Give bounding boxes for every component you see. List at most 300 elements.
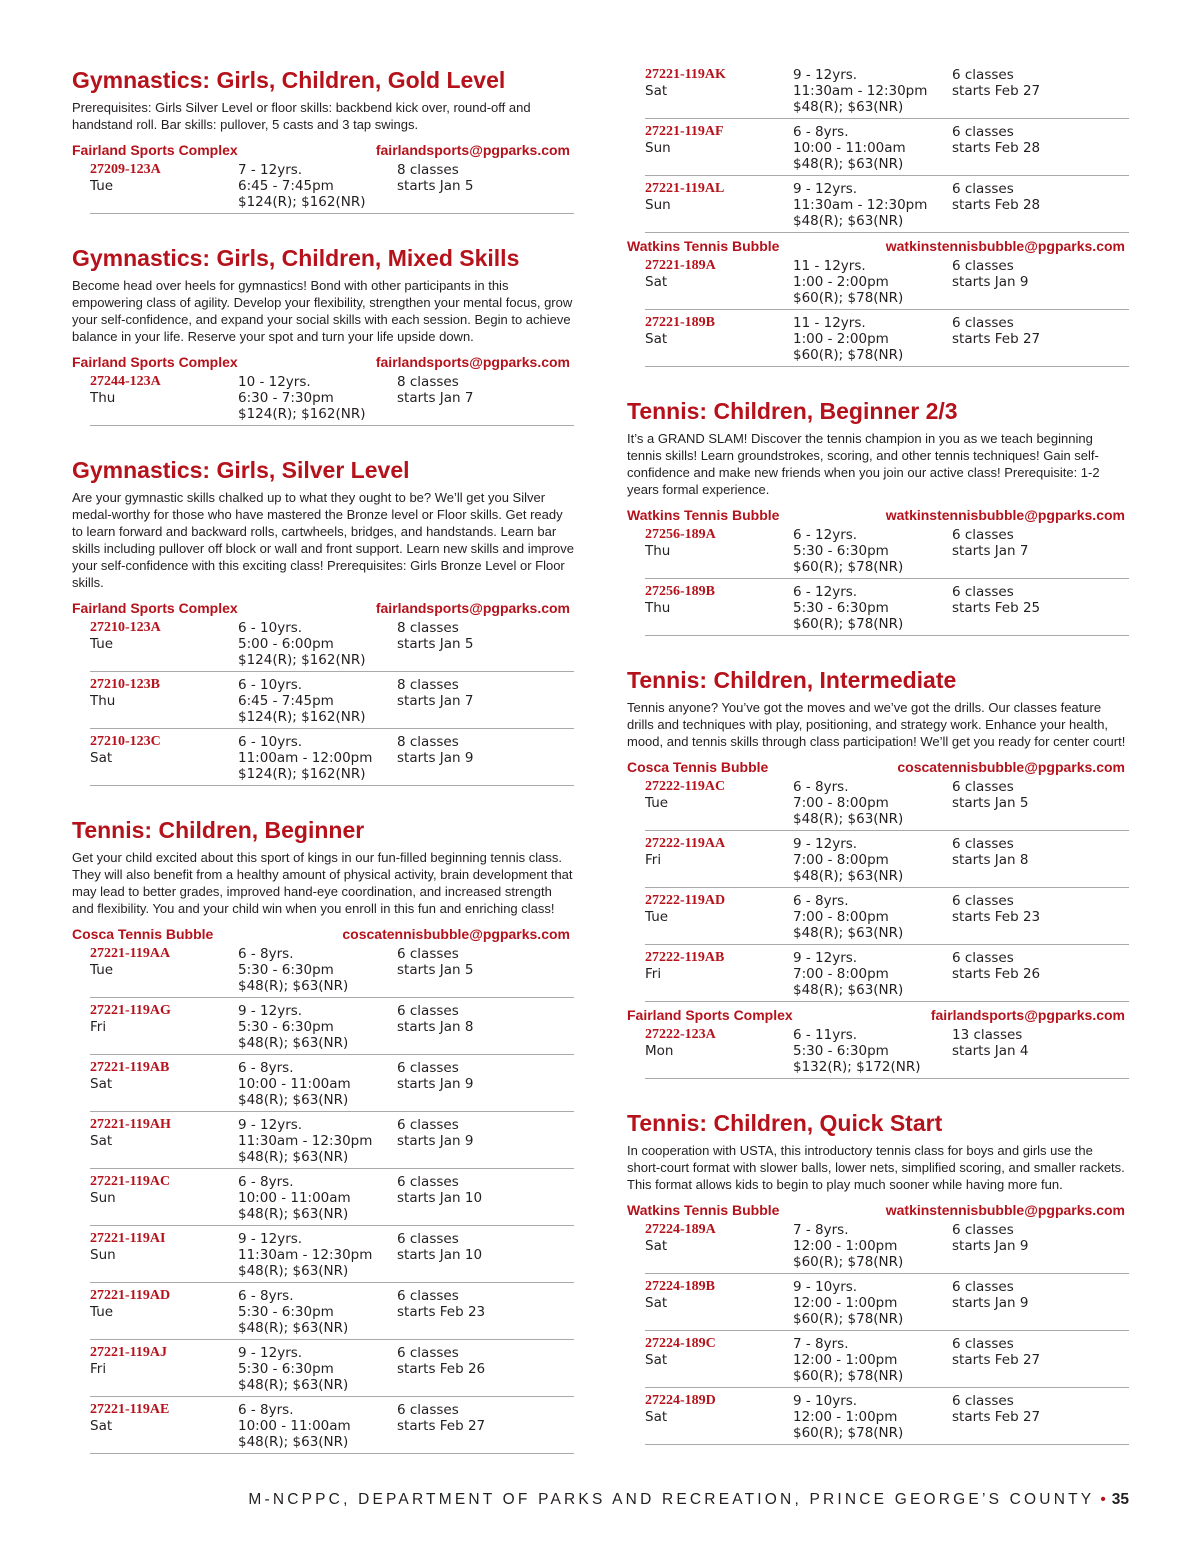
class-id-cell: [645, 779, 793, 827]
venue-name: Fairland Sports Complex: [72, 600, 238, 616]
class-schedule-cell: [952, 1336, 1129, 1384]
class-ages: 6 - 10yrs.: [238, 734, 303, 750]
class-time: 11:30am - 12:30pm: [793, 197, 928, 213]
footer-org: M-NCPPC, DEPARTMENT OF PARKS AND RECREATION, PRINCE GEORGE’S COUNTY: [248, 1491, 1095, 1508]
class-code: 27222-119AA: [645, 836, 726, 851]
class-fee: $60(R); $78(NR): [793, 1311, 904, 1327]
class-code: 27244-123A: [90, 374, 161, 389]
class-start: starts Feb 23: [397, 1304, 486, 1320]
class-row: [645, 257, 1129, 310]
class-details-cell: [238, 1345, 397, 1393]
class-details-cell: [793, 181, 952, 229]
class-start: starts Feb 27: [952, 331, 1041, 347]
class-ages: 6 - 12yrs.: [793, 527, 858, 543]
venue-name: Cosca Tennis Bubble: [72, 926, 214, 942]
venue-name: Watkins Tennis Bubble: [627, 238, 780, 254]
class-fee: $48(R); $63(NR): [793, 811, 904, 827]
class-details-cell: [793, 315, 952, 363]
class-time: 5:00 - 6:00pm: [238, 636, 334, 652]
class-fee: $132(R); $172(NR): [793, 1059, 921, 1075]
class-time: 10:00 - 11:00am: [793, 140, 906, 156]
class-details-cell: [238, 374, 397, 422]
class-schedule-cell: [397, 1402, 574, 1450]
venue-name: Fairland Sports Complex: [72, 354, 238, 370]
venue-header: [72, 925, 574, 943]
class-row: [645, 835, 1129, 888]
class-schedule-cell: [397, 1288, 574, 1336]
class-day: Thu: [645, 543, 671, 559]
class-day: Sun: [90, 1247, 116, 1263]
class-ages: 9 - 10yrs.: [793, 1393, 858, 1409]
class-count: 6 classes: [952, 1279, 1014, 1295]
class-code: 27221-119AA: [90, 946, 171, 961]
class-id-cell: [645, 181, 793, 229]
class-time: 5:30 - 6:30pm: [238, 1019, 334, 1035]
class-day: Sat: [645, 331, 668, 347]
class-code: 27221-119AF: [645, 124, 724, 139]
class-details-cell: [238, 1231, 397, 1279]
class-count: 8 classes: [397, 620, 459, 636]
class-start: starts Jan 7: [952, 543, 1029, 559]
class-code: 27210-123A: [90, 620, 161, 635]
class-count: 6 classes: [952, 836, 1014, 852]
class-row: [645, 180, 1129, 233]
class-fee: $48(R); $63(NR): [238, 1263, 349, 1279]
class-start: starts Feb 26: [397, 1361, 486, 1377]
class-ages: 9 - 12yrs.: [793, 950, 858, 966]
section-description: Are your gymnastic skills chalked up to what they ought to be? We’ll get you Silver medal-worthy for those who have mastered the Bronze level or Floor skills. Get ready to learn forward and backward rolls, cartwheels, bridges, and handstands. Learn bar skills including pullover off block or wall and front support. Learn new skills and improve your self-confidence with this exciting class! Prerequisites: Girls Bronze Level or Floor skills.: [72, 490, 574, 590]
class-schedule-cell: [952, 1027, 1129, 1075]
class-details-cell: [238, 677, 397, 725]
class-schedule-cell: [952, 836, 1129, 884]
class-start: starts Feb 27: [397, 1418, 486, 1434]
class-row: [645, 1278, 1129, 1331]
class-row: [645, 66, 1129, 119]
section-description: Prerequisites: Girls Silver Level or floor skills: backbend kick over, round-off and handstand roll. Bar skills: pullover, 5 casts and 3 tap swings.: [72, 100, 531, 132]
class-time: 10:00 - 11:00am: [238, 1418, 351, 1434]
class-row: [90, 373, 574, 426]
class-code: 27221-189B: [645, 315, 715, 330]
class-ages: 9 - 12yrs.: [238, 1003, 303, 1019]
section-description: In cooperation with USTA, this introductory tennis class for boys and girls use the short-court format with slower balls, lower nets, simplified scoring, and smaller rackets. This format allows kids to begin to play much sooner while having more fun.: [627, 1143, 1125, 1192]
class-start: starts Feb 27: [952, 1352, 1041, 1368]
class-details-cell: [238, 734, 397, 782]
venue-email-link[interactable]: coscatennisbubble@pgparks.com: [342, 926, 570, 942]
class-id-cell: [645, 527, 793, 575]
class-schedule-cell: [952, 1222, 1129, 1270]
class-code: 27209-123A: [90, 162, 161, 177]
class-time: 12:00 - 1:00pm: [793, 1238, 898, 1254]
class-day: Mon: [645, 1043, 674, 1059]
class-details-cell: [793, 836, 952, 884]
venue-header: [72, 599, 574, 617]
class-id-cell: [645, 584, 793, 632]
class-code: 27224-189C: [645, 1336, 716, 1351]
class-code: 27222-119AD: [645, 893, 726, 908]
class-day: Sun: [645, 197, 671, 213]
venue-header: [72, 141, 574, 159]
class-day: Sat: [645, 1238, 668, 1254]
venue-header: [627, 237, 1129, 255]
class-day: Sat: [645, 1295, 668, 1311]
class-count: 6 classes: [397, 1060, 459, 1076]
class-code: 27221-119AE: [90, 1402, 170, 1417]
class-row: [645, 1335, 1129, 1388]
class-code: 27222-119AC: [645, 779, 726, 794]
venue-email-link[interactable]: fairlandsports@pgparks.com: [930, 1007, 1125, 1023]
class-time: 12:00 - 1:00pm: [793, 1295, 898, 1311]
class-ages: 9 - 12yrs.: [793, 836, 858, 852]
class-schedule-cell: [397, 1231, 574, 1279]
class-schedule-cell: [952, 527, 1129, 575]
class-schedule-cell: [397, 946, 574, 994]
class-schedule-cell: [952, 258, 1129, 306]
venue-name: Cosca Tennis Bubble: [627, 759, 769, 775]
venue-header: [627, 1006, 1129, 1024]
venue-email-link[interactable]: watkinstennisbubble@pgparks.com: [885, 238, 1125, 254]
page-number: 35: [1111, 1491, 1129, 1508]
class-row: [645, 892, 1129, 945]
class-start: starts Jan 9: [397, 1076, 474, 1092]
class-start: starts Feb 27: [952, 83, 1041, 99]
class-start: starts Jan 5: [397, 962, 474, 978]
class-fee: $48(R); $63(NR): [793, 868, 904, 884]
venue-name: Fairland Sports Complex: [627, 1007, 793, 1023]
class-day: Tue: [645, 909, 669, 925]
class-start: starts Feb 28: [952, 197, 1041, 213]
class-count: 6 classes: [952, 1336, 1014, 1352]
class-schedule-cell: [952, 950, 1129, 998]
class-ages: 6 - 8yrs.: [238, 1060, 294, 1076]
class-start: starts Jan 5: [397, 636, 474, 652]
class-row: [90, 161, 574, 214]
class-time: 5:30 - 6:30pm: [238, 962, 334, 978]
class-time: 11:30am - 12:30pm: [238, 1247, 373, 1263]
class-start: starts Jan 10: [397, 1190, 483, 1206]
section-spacer: [72, 430, 574, 456]
class-row: [645, 314, 1129, 367]
class-schedule-cell: [952, 315, 1129, 363]
class-ages: 10 - 12yrs.: [238, 374, 311, 390]
class-schedule-cell: [397, 1060, 574, 1108]
class-code: 27224-189B: [645, 1279, 715, 1294]
section-spacer: [72, 218, 574, 244]
class-time: 7:00 - 8:00pm: [793, 852, 889, 868]
class-row: [645, 778, 1129, 831]
class-fee: $48(R); $63(NR): [793, 982, 904, 998]
venue-header: [627, 758, 1129, 776]
class-row: [90, 1116, 574, 1169]
class-ages: 11 - 12yrs.: [793, 315, 866, 331]
class-fee: $48(R); $63(NR): [238, 978, 349, 994]
class-start: starts Jan 7: [397, 390, 474, 406]
class-start: starts Jan 9: [952, 1238, 1029, 1254]
class-code: 27221-119AH: [90, 1117, 171, 1132]
class-day: Sun: [645, 140, 671, 156]
class-day: Sat: [90, 1076, 113, 1092]
class-fee: $48(R); $63(NR): [238, 1149, 349, 1165]
class-time: 5:30 - 6:30pm: [793, 600, 889, 616]
class-details-cell: [238, 946, 397, 994]
class-id-cell: [645, 836, 793, 884]
class-row: [90, 1059, 574, 1112]
class-details-cell: [793, 258, 952, 306]
class-time: 10:00 - 11:00am: [238, 1076, 351, 1092]
class-schedule-cell: [952, 584, 1129, 632]
venue-email-link[interactable]: watkinstennisbubble@pgparks.com: [885, 1202, 1125, 1218]
class-row: [645, 1392, 1129, 1445]
class-id-cell: [90, 1231, 238, 1279]
class-schedule-cell: [397, 162, 574, 210]
class-schedule-cell: [397, 734, 574, 782]
class-code: 27221-189A: [645, 258, 716, 273]
class-details-cell: [793, 1393, 952, 1441]
class-fee: $60(R); $78(NR): [793, 347, 904, 363]
class-time: 12:00 - 1:00pm: [793, 1352, 898, 1368]
class-count: 8 classes: [397, 734, 459, 750]
class-id-cell: [645, 1336, 793, 1384]
class-time: 1:00 - 2:00pm: [793, 274, 889, 290]
section-description: Get your child excited about this sport of kings in our fun-filled beginning tennis class. They will also benefit from a healthy amount of physical activity, brain development that may lead to better grades, improved hand-eye coordination, and increased strength and flexibility. You and your child win when you enroll in this fun and enriching class!: [72, 850, 573, 916]
class-day: Tue: [90, 636, 114, 652]
class-fee: $124(R); $162(NR): [238, 652, 366, 668]
class-fee: $124(R); $162(NR): [238, 709, 366, 725]
class-id-cell: [90, 677, 238, 725]
class-code: 27210-123B: [90, 677, 160, 692]
class-count: 6 classes: [397, 1231, 459, 1247]
class-id-cell: [645, 315, 793, 363]
section-description: Tennis anyone? You’ve got the moves and we’ve got the drills. Our classes feature drills and techniques with play, positioning, and strategy work. Enhance your health, mood, and tennis skills through class participation! We’ll get you ready for center court!: [627, 700, 1126, 749]
class-ages: 9 - 12yrs.: [238, 1117, 303, 1133]
class-time: 5:30 - 6:30pm: [238, 1304, 334, 1320]
class-fee: $60(R); $78(NR): [793, 1368, 904, 1384]
class-schedule-cell: [952, 1279, 1129, 1327]
class-details-cell: [238, 1402, 397, 1450]
class-start: starts Jan 5: [952, 795, 1029, 811]
class-ages: 7 - 8yrs.: [793, 1222, 849, 1238]
class-row: [645, 1221, 1129, 1274]
class-fee: $48(R); $63(NR): [238, 1434, 349, 1450]
section-title: Gymnastics: Girls, Children, Gold Level: [72, 67, 506, 93]
class-row: [645, 583, 1129, 636]
class-count: 6 classes: [952, 67, 1014, 83]
class-code: 27222-123A: [645, 1027, 716, 1042]
class-ages: 6 - 8yrs.: [793, 124, 849, 140]
class-time: 1:00 - 2:00pm: [793, 331, 889, 347]
section-title: Tennis: Children, Intermediate: [627, 667, 957, 693]
class-count: 8 classes: [397, 374, 459, 390]
class-row: [90, 1287, 574, 1340]
class-id-cell: [645, 67, 793, 115]
class-time: 7:00 - 8:00pm: [793, 909, 889, 925]
class-code: 27221-119AB: [90, 1060, 170, 1075]
class-schedule-cell: [952, 779, 1129, 827]
class-count: 6 classes: [952, 779, 1014, 795]
class-count: 6 classes: [952, 315, 1014, 331]
class-schedule-cell: [397, 374, 574, 422]
class-fee: $60(R); $78(NR): [793, 559, 904, 575]
class-schedule-cell: [397, 1174, 574, 1222]
class-fee: $48(R); $63(NR): [793, 925, 904, 941]
class-fee: $124(R); $162(NR): [238, 766, 366, 782]
class-details-cell: [238, 1060, 397, 1108]
class-start: starts Feb 25: [952, 600, 1041, 616]
venue-email-link[interactable]: fairlandsports@pgparks.com: [375, 354, 570, 370]
class-count: 6 classes: [397, 1117, 459, 1133]
class-time: 5:30 - 6:30pm: [793, 543, 889, 559]
class-details-cell: [238, 620, 397, 668]
class-id-cell: [645, 893, 793, 941]
class-count: 6 classes: [952, 584, 1014, 600]
class-time: 11:30am - 12:30pm: [238, 1133, 373, 1149]
class-start: starts Jan 10: [397, 1247, 483, 1263]
class-time: 11:30am - 12:30pm: [793, 83, 928, 99]
class-fee: $60(R); $78(NR): [793, 616, 904, 632]
venue-header: [627, 506, 1129, 524]
class-details-cell: [793, 893, 952, 941]
class-id-cell: [645, 950, 793, 998]
class-id-cell: [90, 374, 238, 422]
class-schedule-cell: [952, 893, 1129, 941]
class-day: Fri: [90, 1019, 107, 1035]
class-ages: 11 - 12yrs.: [793, 258, 866, 274]
class-ages: 6 - 8yrs.: [793, 779, 849, 795]
class-schedule-cell: [397, 677, 574, 725]
class-count: 6 classes: [952, 258, 1014, 274]
class-ages: 6 - 10yrs.: [238, 620, 303, 636]
section-title: Gymnastics: Girls, Silver Level: [72, 457, 410, 483]
class-time: 6:45 - 7:45pm: [238, 178, 334, 194]
class-id-cell: [90, 734, 238, 782]
class-details-cell: [238, 162, 397, 210]
class-day: Sat: [90, 750, 113, 766]
class-id-cell: [645, 1027, 793, 1075]
class-count: 13 classes: [952, 1027, 1023, 1043]
class-time: 7:00 - 8:00pm: [793, 966, 889, 982]
class-ages: 6 - 8yrs.: [238, 1174, 294, 1190]
class-ages: 9 - 12yrs.: [238, 1231, 303, 1247]
class-details-cell: [793, 124, 952, 172]
venue-email-link[interactable]: fairlandsports@pgparks.com: [375, 142, 570, 158]
class-details-cell: [793, 1336, 952, 1384]
class-details-cell: [793, 950, 952, 998]
class-row: [90, 733, 574, 786]
class-time: 7:00 - 8:00pm: [793, 795, 889, 811]
class-day: Sat: [645, 83, 668, 99]
venue-name: Watkins Tennis Bubble: [627, 1202, 780, 1218]
class-details-cell: [793, 1279, 952, 1327]
class-day: Sat: [645, 1409, 668, 1425]
class-count: 6 classes: [952, 124, 1014, 140]
class-day: Sat: [645, 1352, 668, 1368]
class-code: 27224-189D: [645, 1393, 716, 1408]
page-footer: [248, 1491, 1129, 1509]
class-ages: 6 - 8yrs.: [238, 946, 294, 962]
class-day: Tue: [90, 178, 114, 194]
class-ages: 6 - 8yrs.: [238, 1288, 294, 1304]
class-count: 6 classes: [952, 1393, 1014, 1409]
class-schedule-cell: [952, 1393, 1129, 1441]
class-day: Fri: [90, 1361, 107, 1377]
class-count: 6 classes: [397, 1402, 459, 1418]
section-spacer: [627, 371, 1129, 397]
class-row: [645, 949, 1129, 1002]
class-day: Sat: [90, 1133, 113, 1149]
class-schedule-cell: [952, 67, 1129, 115]
class-schedule-cell: [397, 1003, 574, 1051]
section-description: It’s a GRAND SLAM! Discover the tennis champion in you as we teach beginning tennis skills! Learn groundstrokes, scoring, and other tennis techniques! Gain self-confidence and make new friends when you join our active class! Prerequisite: 1-2 years formal experience.: [627, 431, 1100, 497]
class-start: starts Feb 26: [952, 966, 1041, 982]
class-row: [645, 123, 1129, 176]
class-start: starts Jan 8: [952, 852, 1029, 868]
venue-email-link[interactable]: watkinstennisbubble@pgparks.com: [885, 507, 1125, 523]
class-id-cell: [645, 258, 793, 306]
class-start: starts Jan 5: [397, 178, 474, 194]
class-code: 27221-119AC: [90, 1174, 171, 1189]
class-details-cell: [238, 1003, 397, 1051]
class-details-cell: [793, 67, 952, 115]
footer-bullet: •: [1100, 1491, 1106, 1508]
venue-email-link[interactable]: fairlandsports@pgparks.com: [375, 600, 570, 616]
class-day: Tue: [90, 962, 114, 978]
class-row: [90, 945, 574, 998]
class-time: 5:30 - 6:30pm: [238, 1361, 334, 1377]
class-day: Tue: [645, 795, 669, 811]
class-id-cell: [90, 946, 238, 994]
section-spacer: [627, 640, 1129, 666]
class-count: 6 classes: [952, 181, 1014, 197]
class-time: 10:00 - 11:00am: [238, 1190, 351, 1206]
class-count: 6 classes: [397, 1288, 459, 1304]
class-details-cell: [793, 527, 952, 575]
class-start: starts Feb 23: [952, 909, 1041, 925]
class-ages: 6 - 8yrs.: [238, 1402, 294, 1418]
class-fee: $48(R); $63(NR): [793, 213, 904, 229]
class-count: 6 classes: [952, 1222, 1014, 1238]
class-ages: 9 - 12yrs.: [793, 67, 858, 83]
class-day: Sat: [90, 1418, 113, 1434]
class-day: Sat: [645, 274, 668, 290]
class-row: [90, 619, 574, 672]
class-day: Thu: [90, 390, 116, 406]
class-details-cell: [238, 1174, 397, 1222]
class-details-cell: [238, 1288, 397, 1336]
class-start: starts Jan 9: [397, 750, 474, 766]
class-time: 11:00am - 12:00pm: [238, 750, 373, 766]
class-fee: $48(R); $63(NR): [238, 1320, 349, 1336]
class-fee: $60(R); $78(NR): [793, 290, 904, 306]
class-fee: $48(R); $63(NR): [238, 1206, 349, 1222]
class-count: 6 classes: [952, 527, 1014, 543]
class-fee: $60(R); $78(NR): [793, 1254, 904, 1270]
class-time: 5:30 - 6:30pm: [793, 1043, 889, 1059]
class-code: 27221-119AJ: [90, 1345, 167, 1360]
class-fee: $60(R); $78(NR): [793, 1425, 904, 1441]
class-ages: 9 - 12yrs.: [238, 1345, 303, 1361]
section-spacer: [627, 1083, 1129, 1109]
section-spacer: [72, 790, 574, 816]
class-ages: 7 - 8yrs.: [793, 1336, 849, 1352]
class-code: 27221-119AG: [90, 1003, 171, 1018]
class-id-cell: [90, 1117, 238, 1165]
class-start: starts Jan 8: [397, 1019, 474, 1035]
class-fee: $48(R); $63(NR): [793, 99, 904, 115]
class-start: starts Jan 9: [952, 1295, 1029, 1311]
left-column: [72, 66, 574, 1458]
venue-email-link[interactable]: coscatennisbubble@pgparks.com: [897, 759, 1125, 775]
class-id-cell: [90, 1003, 238, 1051]
class-schedule-cell: [397, 1117, 574, 1165]
